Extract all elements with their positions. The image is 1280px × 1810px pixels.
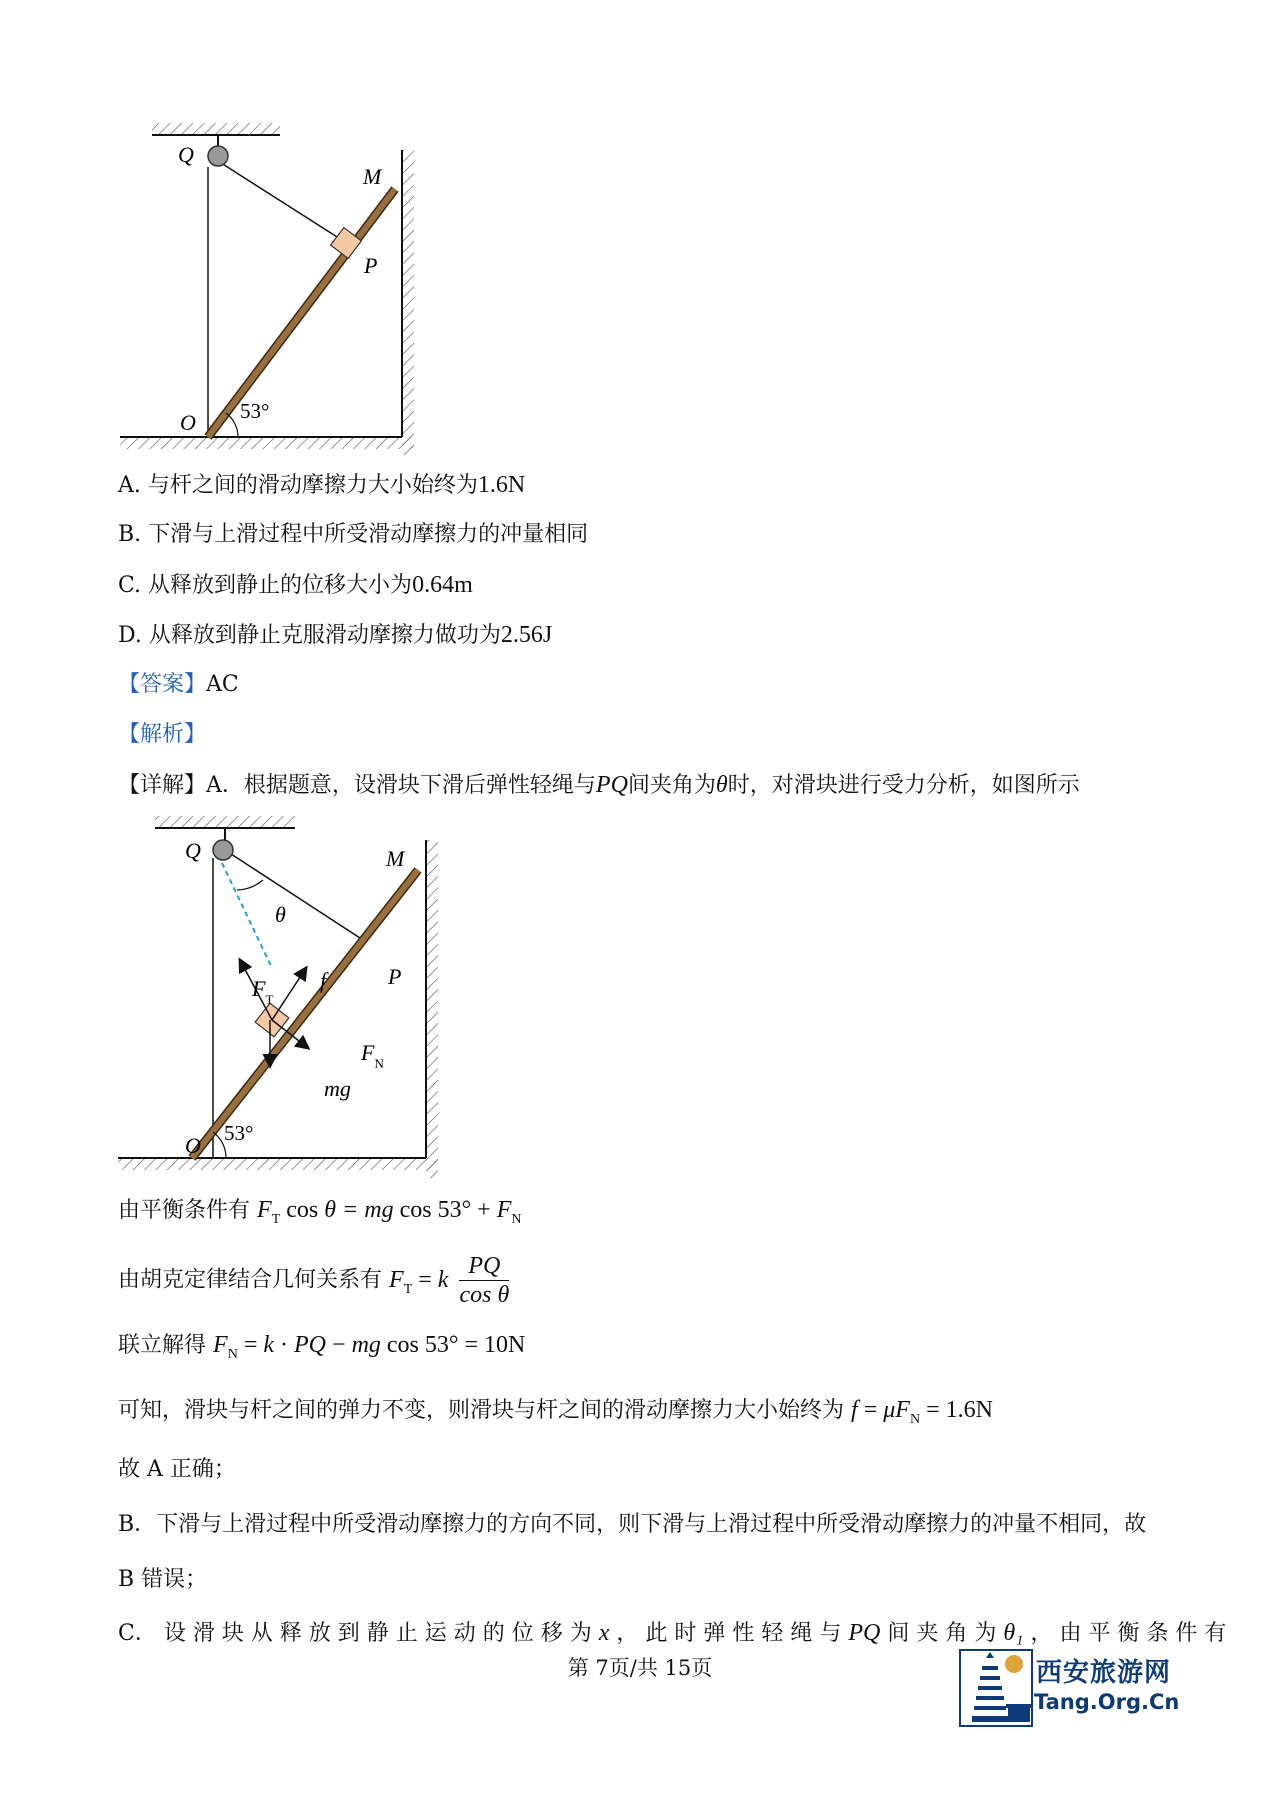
pulley bbox=[208, 146, 228, 166]
conclusion-formula: $f = \mu F_N = 1.6N$ bbox=[851, 1397, 993, 1427]
wall-hatch bbox=[426, 840, 438, 1178]
option-d: D. 从释放到静止克服滑动摩擦力做功为2.56J bbox=[118, 622, 553, 648]
b-line-1: B．下滑与上滑过程中所受滑动摩擦力的方向不同，则下滑与上滑过程中所受滑动摩擦力的冲量不相同，故 bbox=[118, 1512, 1147, 1537]
a-correct: 故 A 正确； bbox=[118, 1457, 236, 1482]
answer: 【答案】AC bbox=[118, 672, 239, 697]
page-footer: 第 7页/共 15页 bbox=[567, 1656, 713, 1680]
ground-hatch bbox=[120, 437, 414, 449]
label-angle: 53° bbox=[224, 1121, 254, 1145]
label-angle: 53° bbox=[240, 399, 270, 423]
label-q: Q bbox=[185, 838, 201, 863]
option-c: C. 从释放到静止的位移大小为0.64m bbox=[118, 572, 473, 598]
label-o: O bbox=[180, 410, 196, 435]
b-line-2: B 错误； bbox=[118, 1567, 208, 1592]
label-p: P bbox=[364, 253, 378, 278]
watermark-logo bbox=[958, 1648, 1190, 1728]
label-theta: θ bbox=[275, 902, 286, 927]
label-mg: mg bbox=[324, 1076, 351, 1101]
rope bbox=[218, 161, 345, 242]
equation-2: 由胡克定律结合几何关系有 $F_T = k$ $\frac{PQ}{\text{cos θ}}$ bbox=[118, 1253, 510, 1308]
label-ft: $F_T$ bbox=[252, 976, 274, 1007]
detail-line: 【详解】A．根据题意，设滑块下滑后弹性轻绳与PQ间夹角为θ时，对滑块进行受力分析，如图所示 bbox=[118, 772, 1080, 798]
conclusion-line: 可知，滑块与杆之间的弹力不变，则滑块与杆之间的滑动摩擦力大小始终为 $f = \mu F_N = 1.6N$ bbox=[118, 1397, 993, 1427]
figure-1 bbox=[110, 115, 430, 455]
fraction: $\frac{PQ}{\text{cos θ}}$ bbox=[459, 1253, 510, 1308]
label-p: P bbox=[388, 964, 402, 989]
theta-arc bbox=[237, 880, 263, 890]
rope-original bbox=[228, 852, 360, 938]
equation-3: 联立解得 $F_N = k$ · PQ − mg cos 53° = 10N bbox=[118, 1332, 526, 1362]
ground-hatch bbox=[118, 1158, 438, 1170]
wall-hatch bbox=[402, 150, 414, 455]
label-m: M bbox=[386, 846, 405, 871]
ceiling-hatch bbox=[152, 123, 280, 135]
label-o: O bbox=[185, 1133, 201, 1158]
label-f: f bbox=[320, 968, 327, 993]
label-fn: $F_N$ bbox=[361, 1040, 384, 1071]
equation-3-formula: $F_N = k$ · PQ − mg cos 53° = 10N bbox=[213, 1332, 526, 1362]
label-q: Q bbox=[178, 142, 194, 167]
option-a: A. 与杆之间的滑动摩擦力大小始终为1.6N bbox=[118, 472, 526, 498]
watermark-title: 西安旅游网 bbox=[1036, 1658, 1172, 1688]
label-m: M bbox=[363, 164, 382, 189]
equation-1-formula: $F_T$ cos θ = mg $\cos 53^\circ + F_N$ bbox=[257, 1197, 522, 1227]
ceiling-hatch bbox=[155, 816, 295, 828]
watermark-url: Tang.Org.Cn bbox=[1034, 1690, 1180, 1714]
equation-2-formula: $F_T = k$ bbox=[389, 1266, 449, 1297]
c-line: C． 设 滑 块 从 释 放 到 静 止 运 动 的 位 移 为 x ， 此 时 弹 性 轻 绳 与 PQ 间 夹 角 为 θ₁ ， 由 平 衡 条 件 有 bbox=[118, 1620, 1227, 1646]
equation-1: 由平衡条件有 $F_T$ cos θ = mg $\cos 53^\circ + F_N$ bbox=[118, 1197, 522, 1227]
analysis-label: 【解析】 bbox=[118, 722, 207, 747]
option-b: B. 下滑与上滑过程中所受滑动摩擦力的冲量相同 bbox=[118, 522, 589, 547]
rope-dashed bbox=[222, 863, 272, 968]
pulley bbox=[213, 840, 233, 860]
figure-2 bbox=[110, 808, 460, 1178]
